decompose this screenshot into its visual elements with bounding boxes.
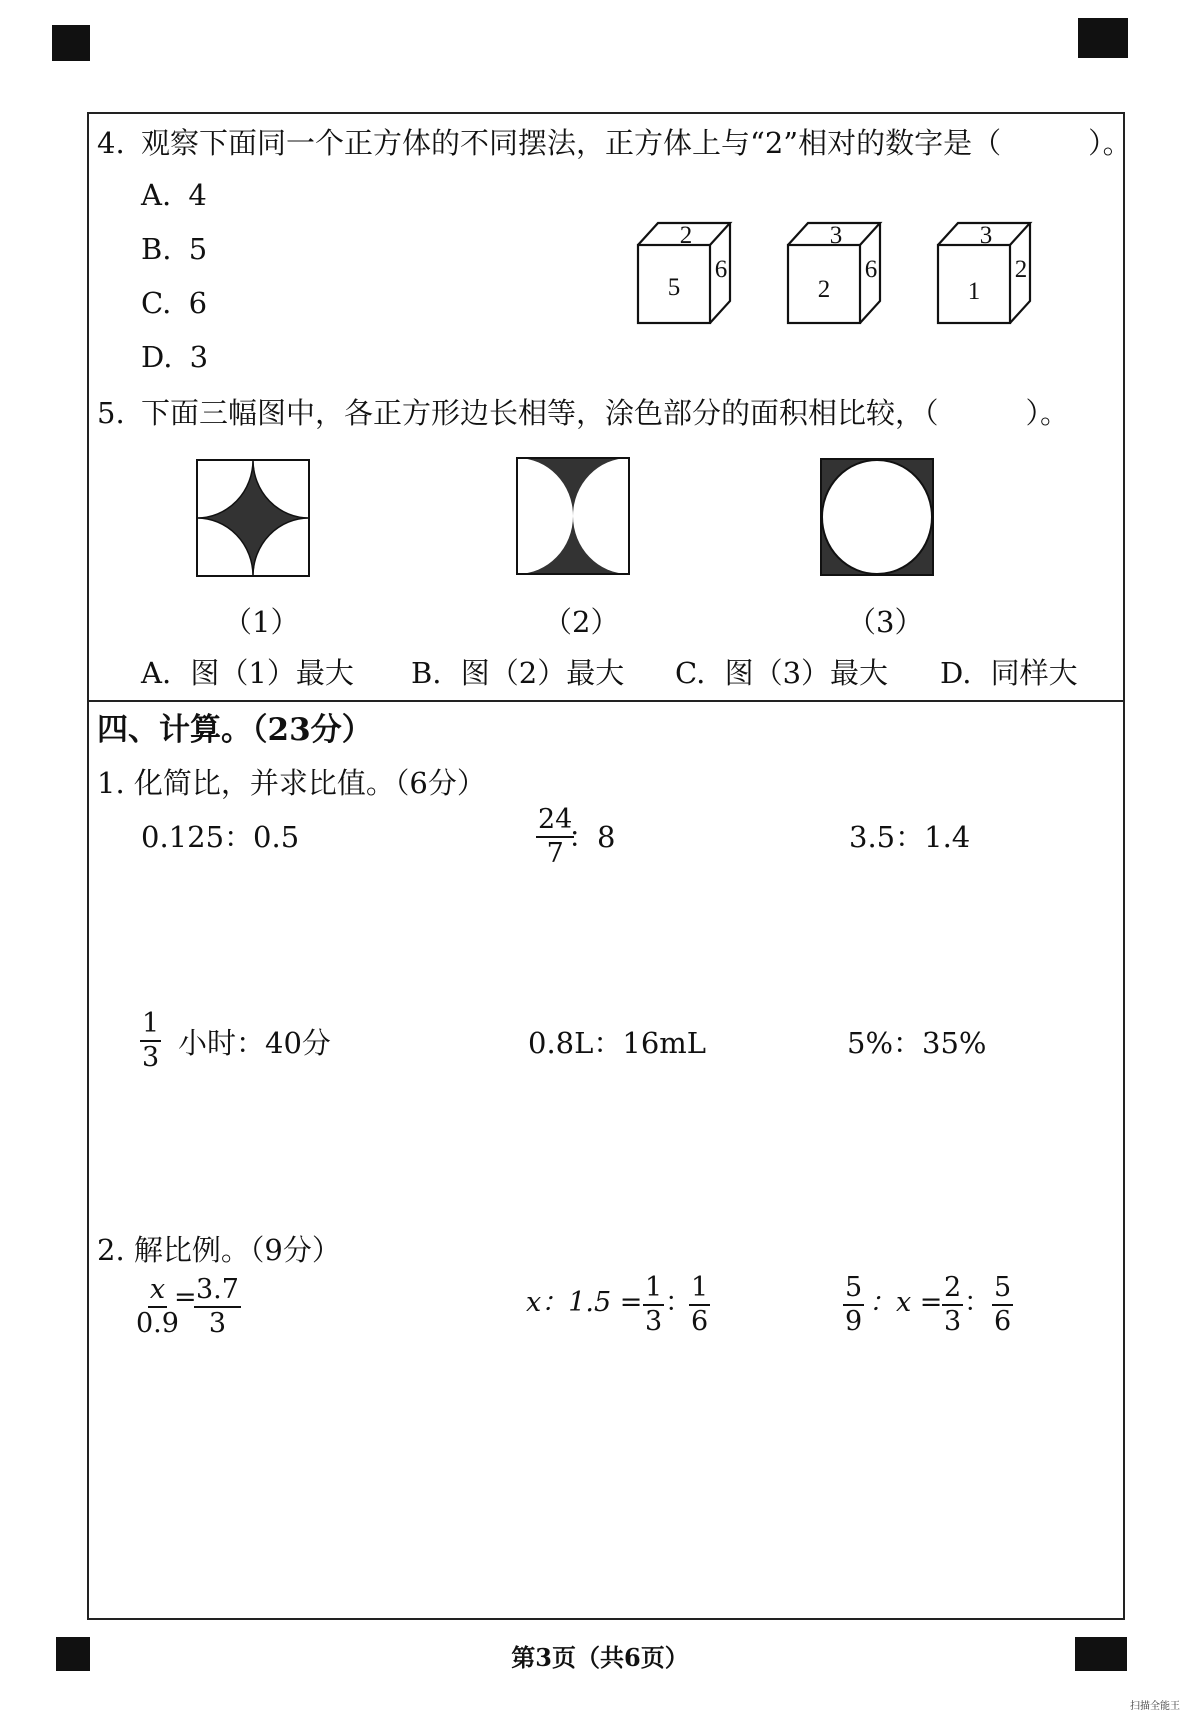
option-letter: C. — [141, 286, 172, 320]
q4-option-d[interactable] — [141, 342, 208, 374]
option-text: 图（1）最大 — [190, 656, 354, 690]
q5-figure-3 — [820, 458, 934, 576]
option-letter: A. — [141, 656, 172, 690]
corner-marker-top-right — [1078, 18, 1128, 58]
ratio-item-f: 5%：35% — [847, 1026, 987, 1060]
q5-option-d[interactable] — [940, 658, 1078, 690]
q5-option-a[interactable] — [141, 658, 354, 690]
proportion-2-fraction-b: $\frac{1}{6}$ — [691, 1272, 709, 1338]
q4-number: 4. — [97, 126, 125, 160]
q5-option-c[interactable] — [675, 658, 888, 690]
cube-3-side: 2 — [1014, 256, 1028, 283]
proportion-2-colon: ： — [665, 1287, 692, 1318]
option-letter: B. — [411, 656, 442, 690]
q5-option-b[interactable] — [411, 658, 624, 690]
proportion-1-left-fraction: $\frac{x}{0.9}$ — [136, 1274, 179, 1340]
proportion-2-fraction-a: $\frac{1}{3}$ — [645, 1272, 663, 1338]
q5-figure-label-1: （1） — [223, 605, 300, 639]
corner-marker-top-left — [52, 25, 90, 61]
option-letter: B. — [141, 232, 172, 266]
ratio-item-a: 0.125：0.5 — [141, 820, 300, 854]
proportion-3-middle: ：x = — [869, 1287, 943, 1318]
cube-1-side: 6 — [714, 256, 728, 283]
option-letter: A. — [141, 178, 172, 212]
option-value: 4 — [188, 178, 207, 212]
q5-figure-2 — [516, 457, 630, 575]
proportion-3-fraction-c: $\frac{5}{6}$ — [994, 1272, 1012, 1338]
q4-option-c[interactable] — [141, 288, 207, 320]
cube-figures — [630, 215, 1050, 335]
ratio-item-d-rest: 小时：40分 — [178, 1026, 331, 1060]
section-divider — [87, 700, 1125, 702]
ratio-item-b-rest: ：8 — [568, 820, 616, 854]
q4-stem: 观察下面同一个正方体的不同摆法，正方体上与“2”相对的数字是（ ）。 — [141, 126, 1132, 160]
option-value: 5 — [188, 232, 208, 266]
proportion-3-fraction-a: $\frac{5}{9}$ — [845, 1272, 863, 1338]
cube-3-top: 3 — [979, 222, 993, 249]
part-1-label: 1. 化简比，并求比值。（6分） — [97, 766, 486, 800]
page-footer: 第3页（共6页） — [511, 1643, 689, 1672]
option-letter: D. — [141, 340, 173, 374]
q4-option-a[interactable] — [141, 180, 207, 212]
q5-figure-label-3: （3） — [847, 605, 924, 639]
ratio-item-d-fraction: $\frac{1}{3}$ — [142, 1008, 160, 1074]
cube-1-front: 5 — [667, 274, 681, 301]
cube-2-top: 3 — [829, 222, 843, 249]
cube-3-front: 1 — [967, 278, 981, 305]
cube-1-top: 2 — [679, 222, 693, 249]
proportion-3-fraction-b: $\frac{2}{3}$ — [944, 1272, 962, 1338]
cube-2-side: 6 — [864, 256, 878, 283]
proportion-1-equals: = — [174, 1282, 197, 1313]
option-value: 6 — [188, 286, 208, 320]
option-text: 图（3）最大 — [724, 656, 889, 690]
page-frame — [87, 112, 1125, 1620]
ratio-item-c: 3.5：1.4 — [849, 820, 971, 854]
q4-option-b[interactable] — [141, 234, 207, 266]
cube-2-front: 2 — [817, 276, 831, 303]
option-text: 同样大 — [990, 656, 1078, 690]
option-letter: C. — [675, 656, 706, 690]
proportion-1-right-fraction: $\frac{3.7}{3}$ — [196, 1274, 239, 1340]
q5-figure-label-2: （2） — [543, 605, 620, 639]
q5-number: 5. — [97, 396, 125, 430]
proportion-2-left: x：1.5 = — [526, 1287, 643, 1318]
section-4-title: 四、计算。（23分） — [97, 712, 373, 748]
ratio-item-b-fraction: $\frac{24}{7}$ — [538, 804, 573, 870]
scanner-watermark: 扫描全能王 — [1130, 1701, 1180, 1712]
ratio-item-e: 0.8L：16mL — [528, 1026, 707, 1060]
option-letter: D. — [940, 656, 972, 690]
q5-stem: 下面三幅图中，各正方形边长相等，涂色部分的面积相比较，（ ）。 — [141, 396, 1070, 430]
option-value: 3 — [189, 340, 209, 374]
part-2-label: 2. 解比例。（9分） — [97, 1233, 341, 1267]
q5-figure-1 — [196, 459, 310, 577]
option-text: 图（2）最大 — [460, 656, 625, 690]
proportion-3-colon: ： — [964, 1287, 991, 1318]
